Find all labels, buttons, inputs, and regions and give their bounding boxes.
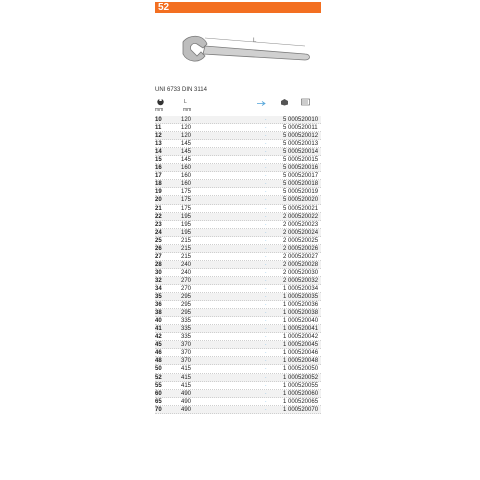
table-row xyxy=(155,124,321,132)
size-cell: 36 xyxy=(155,302,162,309)
product-code-cell: 000520055 xyxy=(288,382,319,389)
mark-cell: · xyxy=(265,261,267,268)
pack-quantity-cell: 2 xyxy=(283,229,287,236)
length-cell: 175 xyxy=(181,205,192,212)
length-cell: 195 xyxy=(181,221,192,228)
pack-quantity-cell: 1 xyxy=(283,406,287,413)
table-row xyxy=(155,285,321,293)
size-cell: 10 xyxy=(155,117,162,123)
table-row xyxy=(155,237,321,245)
size-cell: 50 xyxy=(155,366,162,373)
size-cell: 65 xyxy=(155,398,162,405)
length-cell: 335 xyxy=(181,334,192,341)
product-code-cell: 000520014 xyxy=(288,149,319,156)
table-row xyxy=(155,156,321,164)
table-row xyxy=(155,221,321,229)
product-code-cell: 000520050 xyxy=(288,366,319,373)
mark-cell: · xyxy=(265,173,267,180)
product-code-cell: 000520034 xyxy=(288,285,319,292)
size-cell: 25 xyxy=(155,237,162,244)
mark-cell: · xyxy=(265,221,267,228)
size-cell: 18 xyxy=(155,181,162,188)
table-header xyxy=(155,97,321,115)
pack-quantity-cell: 5 xyxy=(283,197,287,204)
table-row xyxy=(155,357,321,365)
mark-cell: · xyxy=(265,133,267,140)
pack-quantity-cell: 2 xyxy=(283,253,287,260)
length-cell: 335 xyxy=(181,318,192,325)
size-cell: 13 xyxy=(155,141,162,148)
pack-quantity-cell: 5 xyxy=(283,141,287,148)
length-cell: 145 xyxy=(181,141,192,148)
table-row xyxy=(155,269,321,277)
product-code-cell: 000520025 xyxy=(288,237,319,244)
product-code-cell: 000520028 xyxy=(288,261,319,268)
product-code-cell: 000520036 xyxy=(288,302,319,309)
length-cell: 240 xyxy=(181,261,192,268)
length-cell: 120 xyxy=(181,125,192,132)
size-cell: 11 xyxy=(155,125,162,132)
product-code-cell: 000520016 xyxy=(288,165,319,172)
mark-cell: · xyxy=(265,213,267,220)
size-cell: 15 xyxy=(155,157,162,164)
length-cell: 195 xyxy=(181,213,192,220)
product-code-cell: 000520020 xyxy=(288,197,319,204)
pack-quantity-cell: 5 xyxy=(283,133,287,140)
product-code-cell: 000520010 xyxy=(288,117,319,123)
pack-quantity-cell: 1 xyxy=(283,310,287,317)
mark-cell: · xyxy=(265,294,267,301)
size-cell: 20 xyxy=(155,197,162,204)
mark-cell: · xyxy=(265,358,267,365)
pack-quantity-cell: 1 xyxy=(283,374,287,381)
length-dimension-label: L xyxy=(253,38,257,44)
pack-quantity-cell: 5 xyxy=(283,181,287,188)
table-row xyxy=(155,172,321,180)
product-code-cell: 000520038 xyxy=(288,310,319,317)
product-code-cell: 000520032 xyxy=(288,277,319,284)
size-cell: 17 xyxy=(155,173,162,180)
size-cell: 30 xyxy=(155,269,162,276)
size-cell: 41 xyxy=(155,326,162,333)
wrench-illustration xyxy=(175,30,315,80)
pack-quantity-cell: 1 xyxy=(283,302,287,309)
pack-quantity-cell: 1 xyxy=(283,382,287,389)
mark-cell: · xyxy=(265,229,267,236)
size-cell: 70 xyxy=(155,406,162,413)
product-code-cell: 000520052 xyxy=(288,374,319,381)
size-cell: 21 xyxy=(155,205,162,212)
pack-quantity-cell: 1 xyxy=(283,285,287,292)
mark-cell: · xyxy=(265,406,267,413)
product-code-cell: 000520023 xyxy=(288,221,319,228)
product-code-cell: 000520027 xyxy=(288,253,319,260)
mark-cell: · xyxy=(265,125,267,132)
mark-cell: · xyxy=(265,157,267,164)
length-cell: 270 xyxy=(181,285,192,292)
pack-quantity-cell: 1 xyxy=(283,358,287,365)
table-row xyxy=(155,325,321,333)
length-cell: 490 xyxy=(181,390,192,397)
pack-quantity-cell: 5 xyxy=(283,149,287,156)
pack-quantity-cell: 1 xyxy=(283,398,287,405)
product-code-cell: 000520012 xyxy=(288,133,319,140)
mark-cell: · xyxy=(265,366,267,373)
mark-cell: · xyxy=(265,334,267,341)
table-row xyxy=(155,148,321,156)
length-cell: 370 xyxy=(181,350,192,357)
length-cell: 335 xyxy=(181,326,192,333)
table-row xyxy=(155,229,321,237)
mark-cell: · xyxy=(265,398,267,405)
pack-quantity-cell: 5 xyxy=(283,205,287,212)
product-code-cell: 000520041 xyxy=(288,326,319,333)
size-cell: 24 xyxy=(155,229,162,236)
pack-quantity-cell: 5 xyxy=(283,125,287,132)
pack-quantity-cell: 1 xyxy=(283,350,287,357)
arrow-icon xyxy=(257,101,267,106)
table-row xyxy=(155,180,321,188)
table-row xyxy=(155,390,321,398)
wrench-size-icon xyxy=(156,98,165,106)
pack-quantity-cell: 1 xyxy=(283,366,287,373)
product-code-cell: 000520024 xyxy=(288,229,319,236)
length-cell: 120 xyxy=(181,117,192,123)
pack-quantity-cell: 1 xyxy=(283,342,287,349)
length-column-label: L xyxy=(184,99,187,105)
length-unit-label: mm xyxy=(183,107,192,113)
length-cell: 490 xyxy=(181,406,192,413)
table-row xyxy=(155,188,321,196)
mark-cell: · xyxy=(265,197,267,204)
table-row xyxy=(155,374,321,382)
size-cell: 23 xyxy=(155,221,162,228)
pack-quantity-cell: 2 xyxy=(283,237,287,244)
table-row xyxy=(155,245,321,253)
size-cell: 14 xyxy=(155,149,162,156)
product-code-cell: 000520060 xyxy=(288,390,319,397)
product-code-cell: 000520048 xyxy=(288,358,319,365)
mark-cell: · xyxy=(265,342,267,349)
pack-quantity-cell: 5 xyxy=(283,117,287,123)
product-code-cell: 000520017 xyxy=(288,173,319,180)
table-row xyxy=(155,132,321,140)
size-cell: 42 xyxy=(155,334,162,341)
size-cell: 52 xyxy=(155,374,162,381)
length-cell: 160 xyxy=(181,173,192,180)
product-code-cell: 000520018 xyxy=(288,181,319,188)
table-row xyxy=(155,261,321,269)
table-row xyxy=(155,341,321,349)
size-cell: 16 xyxy=(155,165,162,172)
pack-quantity-cell: 2 xyxy=(283,261,287,268)
size-cell: 19 xyxy=(155,189,162,196)
table-row xyxy=(155,317,321,325)
length-cell: 415 xyxy=(181,374,192,381)
length-cell: 160 xyxy=(181,165,192,172)
length-cell: 120 xyxy=(181,133,192,140)
size-cell: 32 xyxy=(155,277,162,284)
size-cell: 46 xyxy=(155,350,162,357)
table-row xyxy=(155,382,321,390)
mark-cell: · xyxy=(265,374,267,381)
product-code-cell: 000520030 xyxy=(288,269,319,276)
product-code-cell: 000520042 xyxy=(288,334,319,341)
mark-cell: · xyxy=(265,326,267,333)
mark-cell: · xyxy=(265,382,267,389)
size-cell: 38 xyxy=(155,310,162,317)
size-cell: 28 xyxy=(155,261,162,268)
size-cell: 60 xyxy=(155,390,162,397)
size-cell: 55 xyxy=(155,382,162,389)
length-cell: 295 xyxy=(181,310,192,317)
mark-cell: · xyxy=(265,141,267,148)
pack-quantity-cell: 2 xyxy=(283,221,287,228)
pack-quantity-cell: 5 xyxy=(283,165,287,172)
mark-cell: · xyxy=(265,205,267,212)
table-row xyxy=(155,164,321,172)
mark-cell: · xyxy=(265,253,267,260)
pack-quantity-cell: 2 xyxy=(283,213,287,220)
size-cell: 35 xyxy=(155,294,162,301)
length-cell: 370 xyxy=(181,342,192,349)
size-unit-label: mm xyxy=(155,107,164,113)
package-icon xyxy=(280,98,289,106)
mark-cell: · xyxy=(265,302,267,309)
table-row xyxy=(155,398,321,406)
mark-cell: · xyxy=(265,189,267,196)
table-row xyxy=(155,140,321,148)
table-row xyxy=(155,333,321,341)
catalog-sheet xyxy=(155,0,322,478)
length-cell: 215 xyxy=(181,253,192,260)
product-code-cell: 000520019 xyxy=(288,189,319,196)
pack-quantity-cell: 2 xyxy=(283,277,287,284)
table-row xyxy=(155,406,321,414)
length-cell: 215 xyxy=(181,245,192,252)
table-row xyxy=(155,349,321,357)
length-cell: 295 xyxy=(181,294,192,301)
table-row xyxy=(155,365,321,373)
mark-cell: · xyxy=(265,181,267,188)
size-cell: 48 xyxy=(155,358,162,365)
product-table xyxy=(155,116,321,414)
length-cell: 415 xyxy=(181,366,192,373)
mark-cell: · xyxy=(265,310,267,317)
table-row xyxy=(155,205,321,213)
pack-quantity-cell: 5 xyxy=(283,173,287,180)
product-code-cell: 000520013 xyxy=(288,141,319,148)
size-cell: 26 xyxy=(155,245,162,252)
product-code-cell: 000520026 xyxy=(288,245,319,252)
product-code-cell: 000520022 xyxy=(288,213,319,220)
mark-cell: · xyxy=(265,117,267,123)
pack-quantity-cell: 1 xyxy=(283,390,287,397)
length-cell: 195 xyxy=(181,229,192,236)
mark-cell: · xyxy=(265,269,267,276)
pack-quantity-cell: 5 xyxy=(283,189,287,196)
pack-quantity-cell: 2 xyxy=(283,269,287,276)
product-code-cell: 000520011 xyxy=(288,125,318,132)
product-number: 52 xyxy=(158,2,170,13)
pack-quantity-cell: 5 xyxy=(283,157,287,164)
size-cell: 27 xyxy=(155,253,162,260)
product-code-cell: 000520065 xyxy=(288,398,319,405)
pack-quantity-cell: 1 xyxy=(283,294,287,301)
product-code-cell: 000520035 xyxy=(288,294,319,301)
length-cell: 175 xyxy=(181,197,192,204)
size-cell: 40 xyxy=(155,318,162,325)
mark-cell: · xyxy=(265,318,267,325)
pack-quantity-cell: 1 xyxy=(283,334,287,341)
product-code-cell: 000520040 xyxy=(288,318,319,325)
standard-label: UNI 6733 DIN 3114 xyxy=(155,87,207,93)
pack-quantity-cell: 1 xyxy=(283,326,287,333)
pack-quantity-cell: 1 xyxy=(283,318,287,325)
size-cell: 22 xyxy=(155,213,162,220)
mark-cell: · xyxy=(265,350,267,357)
length-cell: 215 xyxy=(181,237,192,244)
table-row xyxy=(155,213,321,221)
table-row xyxy=(155,301,321,309)
table-row xyxy=(155,116,321,124)
table-row xyxy=(155,277,321,285)
table-row xyxy=(155,253,321,261)
mark-cell: · xyxy=(265,165,267,172)
mark-cell: · xyxy=(265,245,267,252)
length-cell: 175 xyxy=(181,189,192,196)
product-code-cell: 000520015 xyxy=(288,157,319,164)
table-row xyxy=(155,293,321,301)
barcode-icon xyxy=(301,98,310,106)
size-cell: 34 xyxy=(155,285,162,292)
table-row xyxy=(155,309,321,317)
length-cell: 240 xyxy=(181,269,192,276)
product-code-cell: 000520070 xyxy=(288,406,319,413)
length-cell: 145 xyxy=(181,149,192,156)
length-cell: 145 xyxy=(181,157,192,164)
mark-cell: · xyxy=(265,277,267,284)
length-cell: 160 xyxy=(181,181,192,188)
size-cell: 45 xyxy=(155,342,162,349)
length-cell: 270 xyxy=(181,277,192,284)
product-code-cell: 000520046 xyxy=(288,350,319,357)
length-cell: 370 xyxy=(181,358,192,365)
length-cell: 490 xyxy=(181,398,192,405)
pack-quantity-cell: 2 xyxy=(283,245,287,252)
size-cell: 12 xyxy=(155,133,162,140)
length-cell: 415 xyxy=(181,382,192,389)
product-code-cell: 000520045 xyxy=(288,342,319,349)
mark-cell: · xyxy=(265,237,267,244)
length-cell: 295 xyxy=(181,302,192,309)
header-bar xyxy=(155,2,321,13)
mark-cell: · xyxy=(265,285,267,292)
mark-cell: · xyxy=(265,149,267,156)
product-code-cell: 000520021 xyxy=(288,205,319,212)
table-row xyxy=(155,196,321,204)
mark-cell: · xyxy=(265,390,267,397)
